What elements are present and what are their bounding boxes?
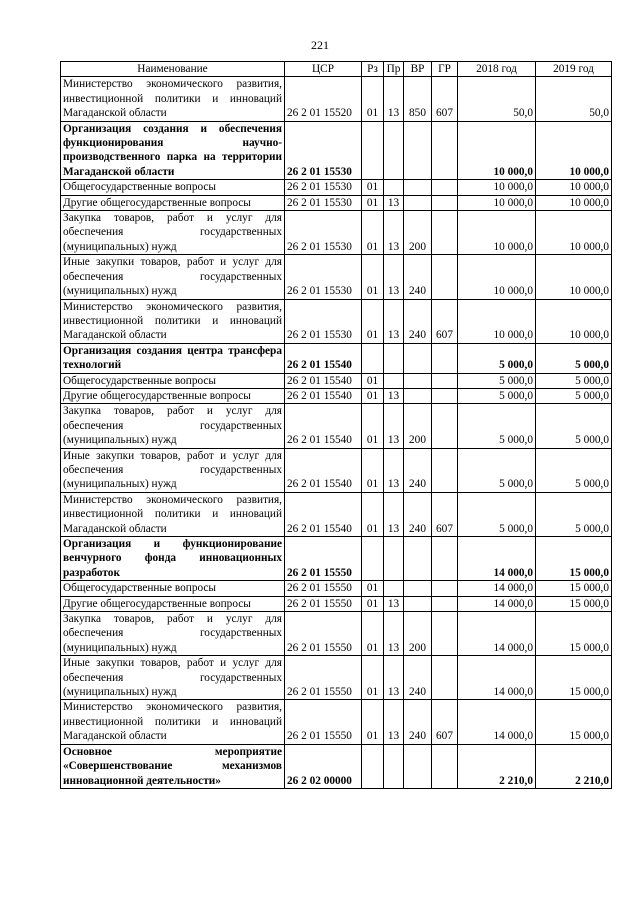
cell-csr: 26 2 01 15530 <box>285 299 362 343</box>
cell-vr <box>404 596 432 611</box>
cell-vr: 240 <box>404 700 432 744</box>
cell-2018: 5 000,0 <box>458 492 536 536</box>
header-pr: Пр <box>384 62 404 77</box>
cell-gr <box>432 180 458 195</box>
cell-rz: 01 <box>362 388 384 403</box>
cell-pr: 13 <box>384 596 404 611</box>
cell-csr: 26 2 01 15540 <box>285 343 362 373</box>
cell-gr <box>432 656 458 700</box>
cell-vr <box>404 180 432 195</box>
cell-rz: 01 <box>362 596 384 611</box>
cell-gr <box>432 373 458 388</box>
cell-2018: 5 000,0 <box>458 373 536 388</box>
table-row <box>61 255 612 299</box>
cell-pr: 13 <box>384 388 404 403</box>
cell-2018: 5 000,0 <box>458 404 536 448</box>
cell-gr <box>432 744 458 788</box>
cell-rz: 01 <box>362 195 384 210</box>
cell-2019: 5 000,0 <box>536 404 612 448</box>
cell-pr <box>384 180 404 195</box>
table-row <box>61 700 612 744</box>
table-row <box>61 388 612 403</box>
cell-pr <box>384 121 404 180</box>
cell-2018: 14 000,0 <box>458 581 536 596</box>
cell-vr: 240 <box>404 656 432 700</box>
cell-name: Министерство экономического развития, инвестиционной политики и инноваций Магаданской области <box>61 299 285 343</box>
header-csr: ЦСР <box>285 62 362 77</box>
cell-2019: 10 000,0 <box>536 255 612 299</box>
table-row <box>61 744 612 788</box>
cell-vr <box>404 121 432 180</box>
table-row <box>61 612 612 656</box>
cell-pr <box>384 744 404 788</box>
cell-vr: 200 <box>404 404 432 448</box>
cell-vr: 240 <box>404 255 432 299</box>
cell-csr: 26 2 01 15550 <box>285 596 362 611</box>
cell-csr: 26 2 01 15550 <box>285 656 362 700</box>
cell-vr: 200 <box>404 612 432 656</box>
table-row <box>61 581 612 596</box>
cell-csr: 26 2 01 15540 <box>285 373 362 388</box>
cell-vr: 850 <box>404 77 432 121</box>
cell-pr: 13 <box>384 612 404 656</box>
cell-name: Другие общегосударственные вопросы <box>61 596 285 611</box>
cell-gr <box>432 195 458 210</box>
cell-rz: 01 <box>362 656 384 700</box>
cell-2018: 14 000,0 <box>458 537 536 581</box>
cell-name: Иные закупки товаров, работ и услуг для обеспечения государственных (муниципальных) нужд <box>61 448 285 492</box>
cell-name: Организация создания и обеспечения функционирования научно-производственного парка на территории Магаданской области <box>61 121 285 180</box>
cell-2019: 5 000,0 <box>536 343 612 373</box>
cell-vr <box>404 744 432 788</box>
table-row <box>61 537 612 581</box>
cell-name: Закупка товаров, работ и услуг для обеспечения государственных (муниципальных) нужд <box>61 211 285 255</box>
table-row <box>61 195 612 210</box>
cell-rz: 01 <box>362 612 384 656</box>
cell-pr: 13 <box>384 299 404 343</box>
cell-2018: 5 000,0 <box>458 343 536 373</box>
cell-2018: 14 000,0 <box>458 612 536 656</box>
cell-rz: 01 <box>362 180 384 195</box>
cell-2018: 14 000,0 <box>458 596 536 611</box>
cell-gr <box>432 596 458 611</box>
cell-csr: 26 2 01 15550 <box>285 612 362 656</box>
cell-name: Общегосударственные вопросы <box>61 373 285 388</box>
cell-csr: 26 2 01 15550 <box>285 700 362 744</box>
cell-name: Организация создания центра трансфера технологий <box>61 343 285 373</box>
cell-2019: 10 000,0 <box>536 299 612 343</box>
cell-2019: 5 000,0 <box>536 492 612 536</box>
cell-vr: 240 <box>404 492 432 536</box>
cell-rz: 01 <box>362 448 384 492</box>
cell-pr: 13 <box>384 404 404 448</box>
cell-2018: 5 000,0 <box>458 448 536 492</box>
cell-pr <box>384 537 404 581</box>
cell-2018: 14 000,0 <box>458 700 536 744</box>
cell-rz: 01 <box>362 211 384 255</box>
cell-2018: 10 000,0 <box>458 195 536 210</box>
cell-gr: 607 <box>432 492 458 536</box>
cell-rz <box>362 744 384 788</box>
cell-vr <box>404 373 432 388</box>
cell-2019: 10 000,0 <box>536 211 612 255</box>
cell-name: Иные закупки товаров, работ и услуг для обеспечения государственных (муниципальных) нужд <box>61 656 285 700</box>
cell-gr: 607 <box>432 299 458 343</box>
table-row <box>61 77 612 121</box>
header-2018: 2018 год <box>458 62 536 77</box>
cell-pr <box>384 581 404 596</box>
cell-gr <box>432 211 458 255</box>
cell-rz: 01 <box>362 581 384 596</box>
cell-2018: 10 000,0 <box>458 299 536 343</box>
cell-2018: 10 000,0 <box>458 121 536 180</box>
cell-2018: 10 000,0 <box>458 211 536 255</box>
cell-gr <box>432 581 458 596</box>
cell-vr: 240 <box>404 299 432 343</box>
cell-pr <box>384 343 404 373</box>
cell-vr: 240 <box>404 448 432 492</box>
table-row <box>61 121 612 180</box>
cell-name: Организация и функционирование венчурного фонда инновационных разработок <box>61 537 285 581</box>
cell-2019: 15 000,0 <box>536 700 612 744</box>
cell-2019: 10 000,0 <box>536 121 612 180</box>
cell-2018: 14 000,0 <box>458 656 536 700</box>
table-row <box>61 404 612 448</box>
cell-csr: 26 2 01 15530 <box>285 195 362 210</box>
cell-gr <box>432 343 458 373</box>
header-row <box>61 62 612 77</box>
cell-vr <box>404 195 432 210</box>
cell-pr: 13 <box>384 255 404 299</box>
table-row <box>61 180 612 195</box>
header-rz: Рз <box>362 62 384 77</box>
cell-name: Основное мероприятие «Совершенствование механизмов инновационной деятельности» <box>61 744 285 788</box>
cell-pr <box>384 373 404 388</box>
budget-table <box>60 61 612 789</box>
table-row <box>61 343 612 373</box>
cell-vr: 200 <box>404 211 432 255</box>
table-body <box>61 77 612 789</box>
cell-vr <box>404 388 432 403</box>
page-number: 221 <box>311 38 329 52</box>
cell-name: Закупка товаров, работ и услуг для обеспечения государственных (муниципальных) нужд <box>61 404 285 448</box>
cell-name: Общегосударственные вопросы <box>61 581 285 596</box>
cell-csr: 26 2 02 00000 <box>285 744 362 788</box>
cell-name: Министерство экономического развития, инвестиционной политики и инноваций Магаданской области <box>61 700 285 744</box>
cell-pr: 13 <box>384 211 404 255</box>
cell-rz: 01 <box>362 373 384 388</box>
cell-rz <box>362 343 384 373</box>
cell-vr <box>404 537 432 581</box>
cell-2019: 2 210,0 <box>536 744 612 788</box>
cell-gr <box>432 448 458 492</box>
cell-2018: 2 210,0 <box>458 744 536 788</box>
cell-csr: 26 2 01 15540 <box>285 388 362 403</box>
cell-2019: 15 000,0 <box>536 581 612 596</box>
cell-rz: 01 <box>362 299 384 343</box>
cell-gr <box>432 388 458 403</box>
cell-gr <box>432 255 458 299</box>
cell-gr <box>432 121 458 180</box>
cell-gr <box>432 612 458 656</box>
cell-name: Другие общегосударственные вопросы <box>61 388 285 403</box>
cell-name: Министерство экономического развития, инвестиционной политики и инноваций Магаданской области <box>61 77 285 121</box>
cell-csr: 26 2 01 15530 <box>285 255 362 299</box>
cell-gr <box>432 537 458 581</box>
table-row <box>61 373 612 388</box>
cell-vr <box>404 343 432 373</box>
cell-csr: 26 2 01 15520 <box>285 77 362 121</box>
cell-pr: 13 <box>384 77 404 121</box>
cell-pr: 13 <box>384 195 404 210</box>
cell-name: Закупка товаров, работ и услуг для обеспечения государственных (муниципальных) нужд <box>61 612 285 656</box>
cell-csr: 26 2 01 15530 <box>285 180 362 195</box>
cell-vr <box>404 581 432 596</box>
cell-rz: 01 <box>362 700 384 744</box>
cell-2018: 50,0 <box>458 77 536 121</box>
table-row <box>61 656 612 700</box>
cell-rz <box>362 537 384 581</box>
header-vr: ВР <box>404 62 432 77</box>
cell-2018: 5 000,0 <box>458 388 536 403</box>
header-name: Наименование <box>61 62 285 77</box>
cell-2019: 5 000,0 <box>536 448 612 492</box>
cell-rz: 01 <box>362 492 384 536</box>
table-row <box>61 596 612 611</box>
cell-2018: 10 000,0 <box>458 180 536 195</box>
cell-rz: 01 <box>362 77 384 121</box>
cell-csr: 26 2 01 15550 <box>285 537 362 581</box>
cell-gr <box>432 404 458 448</box>
cell-csr: 26 2 01 15550 <box>285 581 362 596</box>
cell-pr: 13 <box>384 700 404 744</box>
cell-2019: 10 000,0 <box>536 180 612 195</box>
cell-name: Министерство экономического развития, инвестиционной политики и инноваций Магаданской области <box>61 492 285 536</box>
cell-2019: 15 000,0 <box>536 612 612 656</box>
cell-gr: 607 <box>432 700 458 744</box>
cell-2019: 5 000,0 <box>536 388 612 403</box>
cell-2019: 50,0 <box>536 77 612 121</box>
cell-csr: 26 2 01 15540 <box>285 492 362 536</box>
cell-name: Другие общегосударственные вопросы <box>61 195 285 210</box>
cell-pr: 13 <box>384 656 404 700</box>
header-gr: ГР <box>432 62 458 77</box>
cell-name: Иные закупки товаров, работ и услуг для обеспечения государственных (муниципальных) нужд <box>61 255 285 299</box>
cell-2019: 15 000,0 <box>536 596 612 611</box>
header-2019: 2019 год <box>536 62 612 77</box>
cell-2019: 10 000,0 <box>536 195 612 210</box>
cell-2018: 10 000,0 <box>458 255 536 299</box>
cell-2019: 5 000,0 <box>536 373 612 388</box>
cell-pr: 13 <box>384 448 404 492</box>
cell-pr: 13 <box>384 492 404 536</box>
table-row <box>61 211 612 255</box>
cell-csr: 26 2 01 15540 <box>285 448 362 492</box>
cell-name: Общегосударственные вопросы <box>61 180 285 195</box>
cell-rz <box>362 121 384 180</box>
cell-csr: 26 2 01 15530 <box>285 121 362 180</box>
cell-csr: 26 2 01 15530 <box>285 211 362 255</box>
table-row <box>61 492 612 536</box>
cell-gr: 607 <box>432 77 458 121</box>
cell-2019: 15 000,0 <box>536 537 612 581</box>
cell-2019: 15 000,0 <box>536 656 612 700</box>
cell-rz: 01 <box>362 404 384 448</box>
cell-csr: 26 2 01 15540 <box>285 404 362 448</box>
table-row <box>61 448 612 492</box>
table-row <box>61 299 612 343</box>
cell-rz: 01 <box>362 255 384 299</box>
